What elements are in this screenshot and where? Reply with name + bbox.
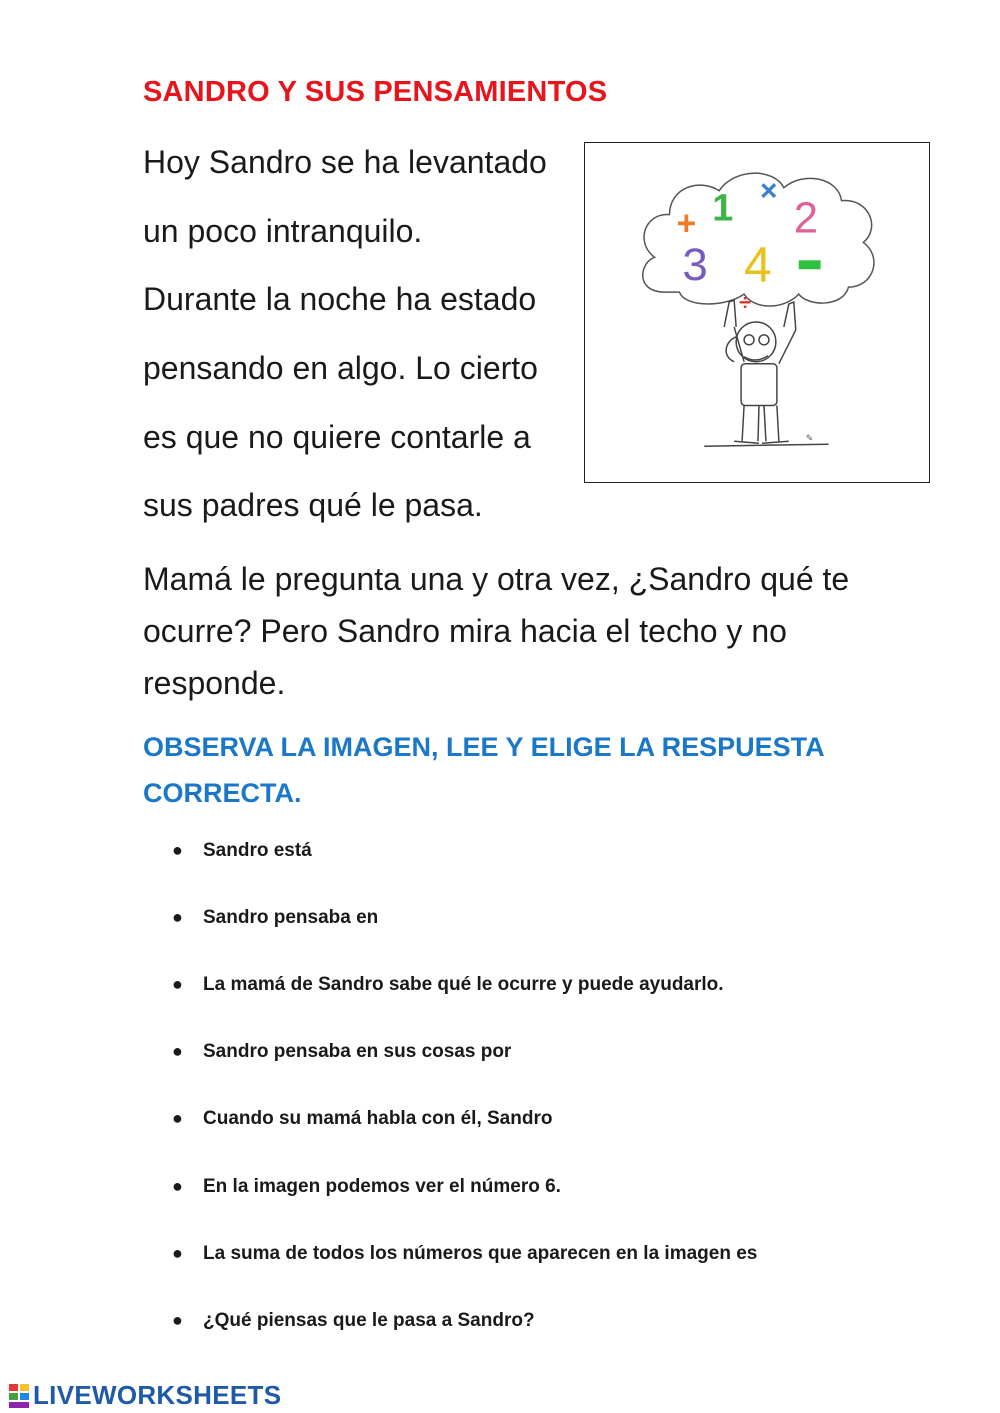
times-symbol: ×	[759, 174, 778, 208]
boy-thinking-drawing	[585, 143, 929, 482]
list-item[interactable]	[172, 1041, 511, 1063]
question-text: La mamá de Sandro sabe qué le ocurre y puede ayudarlo.	[203, 974, 724, 995]
paragraph-2: Mamá le pregunta una y otra vez, ¿Sandro qué te ocurre? Pero Sandro mira hacia el techo y no responde.	[143, 561, 850, 701]
question-text: Sandro está	[203, 840, 312, 861]
list-item[interactable]	[172, 1243, 757, 1265]
list-item[interactable]	[172, 1310, 535, 1332]
artist-signature: ✎	[805, 433, 814, 444]
bullet-icon: ●	[172, 1176, 183, 1196]
list-item[interactable]	[172, 1176, 561, 1198]
question-text: Sandro pensaba en sus cosas por	[203, 1041, 512, 1062]
bullet-icon: ●	[172, 840, 183, 860]
question-text: Cuando su mamá habla con él, Sandro	[203, 1108, 553, 1129]
bullet-icon: ●	[172, 1243, 183, 1263]
paragraph1-line: pensando en algo. Lo cierto	[143, 350, 538, 386]
number-two: 2	[793, 193, 819, 243]
instruction-heading: OBSERVA LA IMAGEN, LEE Y ELIGE LA RESPUESTA CORRECTA.	[143, 732, 824, 808]
bullet-icon: ●	[172, 1041, 183, 1061]
bullet-icon: ●	[172, 1108, 183, 1128]
question-text: Sandro pensaba en	[203, 907, 379, 928]
plus-symbol: +	[676, 204, 697, 243]
bullet-icon: ●	[172, 1310, 183, 1330]
brand-name: LIVEWORKSHEETS	[33, 1380, 282, 1410]
worksheet-title: SANDRO Y SUS PENSAMIENTOS	[143, 76, 608, 108]
divide-symbol: ÷	[739, 290, 752, 316]
number-one: 1	[712, 187, 734, 230]
question-text: ¿Qué piensas que le pasa a Sandro?	[203, 1310, 535, 1331]
paragraph1-line: un poco intranquilo.	[143, 213, 423, 249]
question-text: La suma de todos los números que aparecen en la imagen es	[203, 1243, 758, 1264]
list-item[interactable]	[172, 974, 724, 996]
number-three: 3	[682, 239, 708, 291]
paragraph1-line: Hoy Sandro se ha levantado	[143, 144, 547, 180]
story-illustration	[584, 142, 930, 483]
list-item[interactable]	[172, 1108, 552, 1130]
liveworksheets-icon	[8, 1383, 30, 1409]
question-text: En la imagen podemos ver el número 6.	[203, 1176, 561, 1197]
list-item[interactable]	[172, 907, 378, 929]
minus-symbol	[799, 260, 821, 269]
bullet-icon: ●	[172, 974, 183, 994]
bullet-icon: ●	[172, 907, 183, 927]
paragraph1-line: es que no quiere contarle a	[143, 419, 531, 455]
paragraph1-line: sus padres qué le pasa.	[143, 487, 483, 523]
boy-figure	[704, 300, 828, 446]
paragraph1-line: Durante la noche ha estado	[143, 281, 537, 317]
liveworksheets-logo[interactable]	[8, 1380, 281, 1411]
list-item[interactable]	[172, 840, 312, 862]
number-four: 4	[744, 237, 772, 294]
